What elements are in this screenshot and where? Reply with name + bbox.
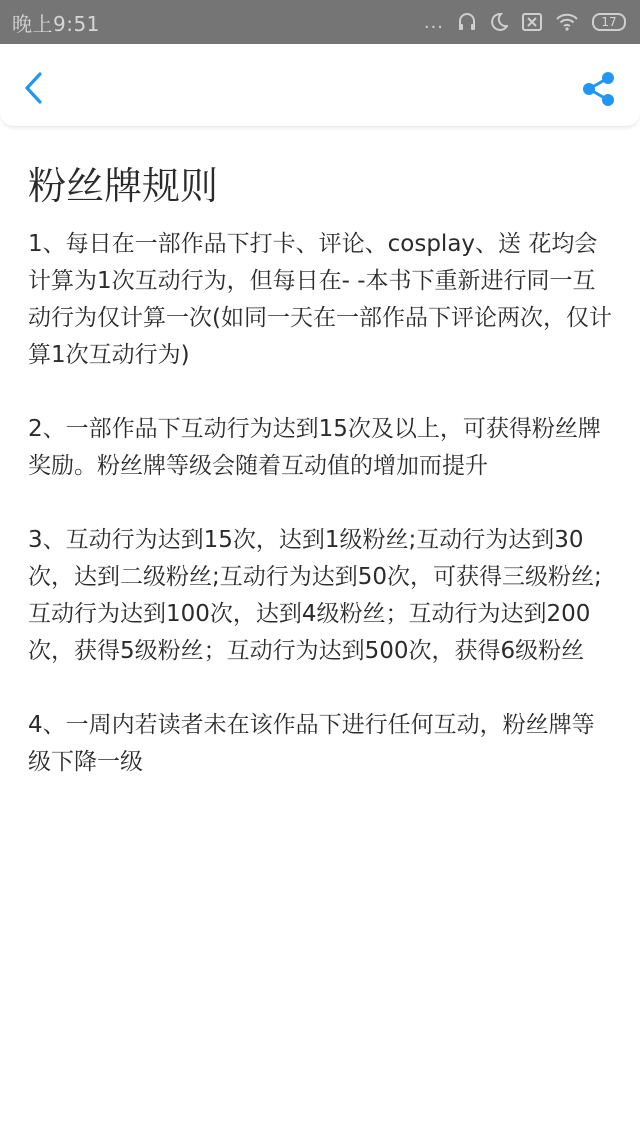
share-icon [580, 93, 618, 112]
back-button[interactable] [18, 68, 52, 108]
wifi-icon [556, 13, 578, 31]
status-bar [0, 0, 640, 44]
rule-item-3: 3、互动行为达到15次，达到1级粉丝;互动行为达到30次，达到二级粉丝;互动行为达到50次，可获得三级粉丝;互动行为达到100次，达到4级粉丝；互动行为达到200次，获得5级粉丝；互动行为达到500次，获得6级粉丝 [28, 527, 602, 664]
battery-icon [592, 13, 626, 31]
status-time: 晚上9:51 [12, 11, 100, 36]
headphones-icon [458, 12, 476, 32]
rule-item-1: 1、每日在一部作品下打卡、评论、cosplay、送 花均会计算为1次互动行为，但每日在- -本书下重新进行同一互动行为仅计算一次(如同一天在一部作品下评论两次，仅计算1次互动行为) [28, 231, 612, 368]
nav-bar [0, 44, 640, 127]
chevron-left-icon [18, 93, 52, 112]
status-icons [424, 12, 626, 33]
more-dots-icon: ... [423, 11, 444, 33]
moon-icon [490, 12, 508, 32]
rule-item-2: 2、一部作品下互动行为达到15次及以上，可获得粉丝牌奖励。粉丝牌等级会随着互动值的增加而提升 [28, 416, 601, 479]
share-button[interactable] [580, 70, 618, 108]
rule-item-4: 4、一周内若读者未在该作品下进行任何互动，粉丝牌等级下降一级 [28, 712, 595, 775]
page-title: 粉丝牌规则 [28, 164, 219, 208]
battery-level: 17 [601, 15, 617, 29]
no-sim-icon [522, 13, 542, 31]
rules-content [28, 160, 616, 818]
